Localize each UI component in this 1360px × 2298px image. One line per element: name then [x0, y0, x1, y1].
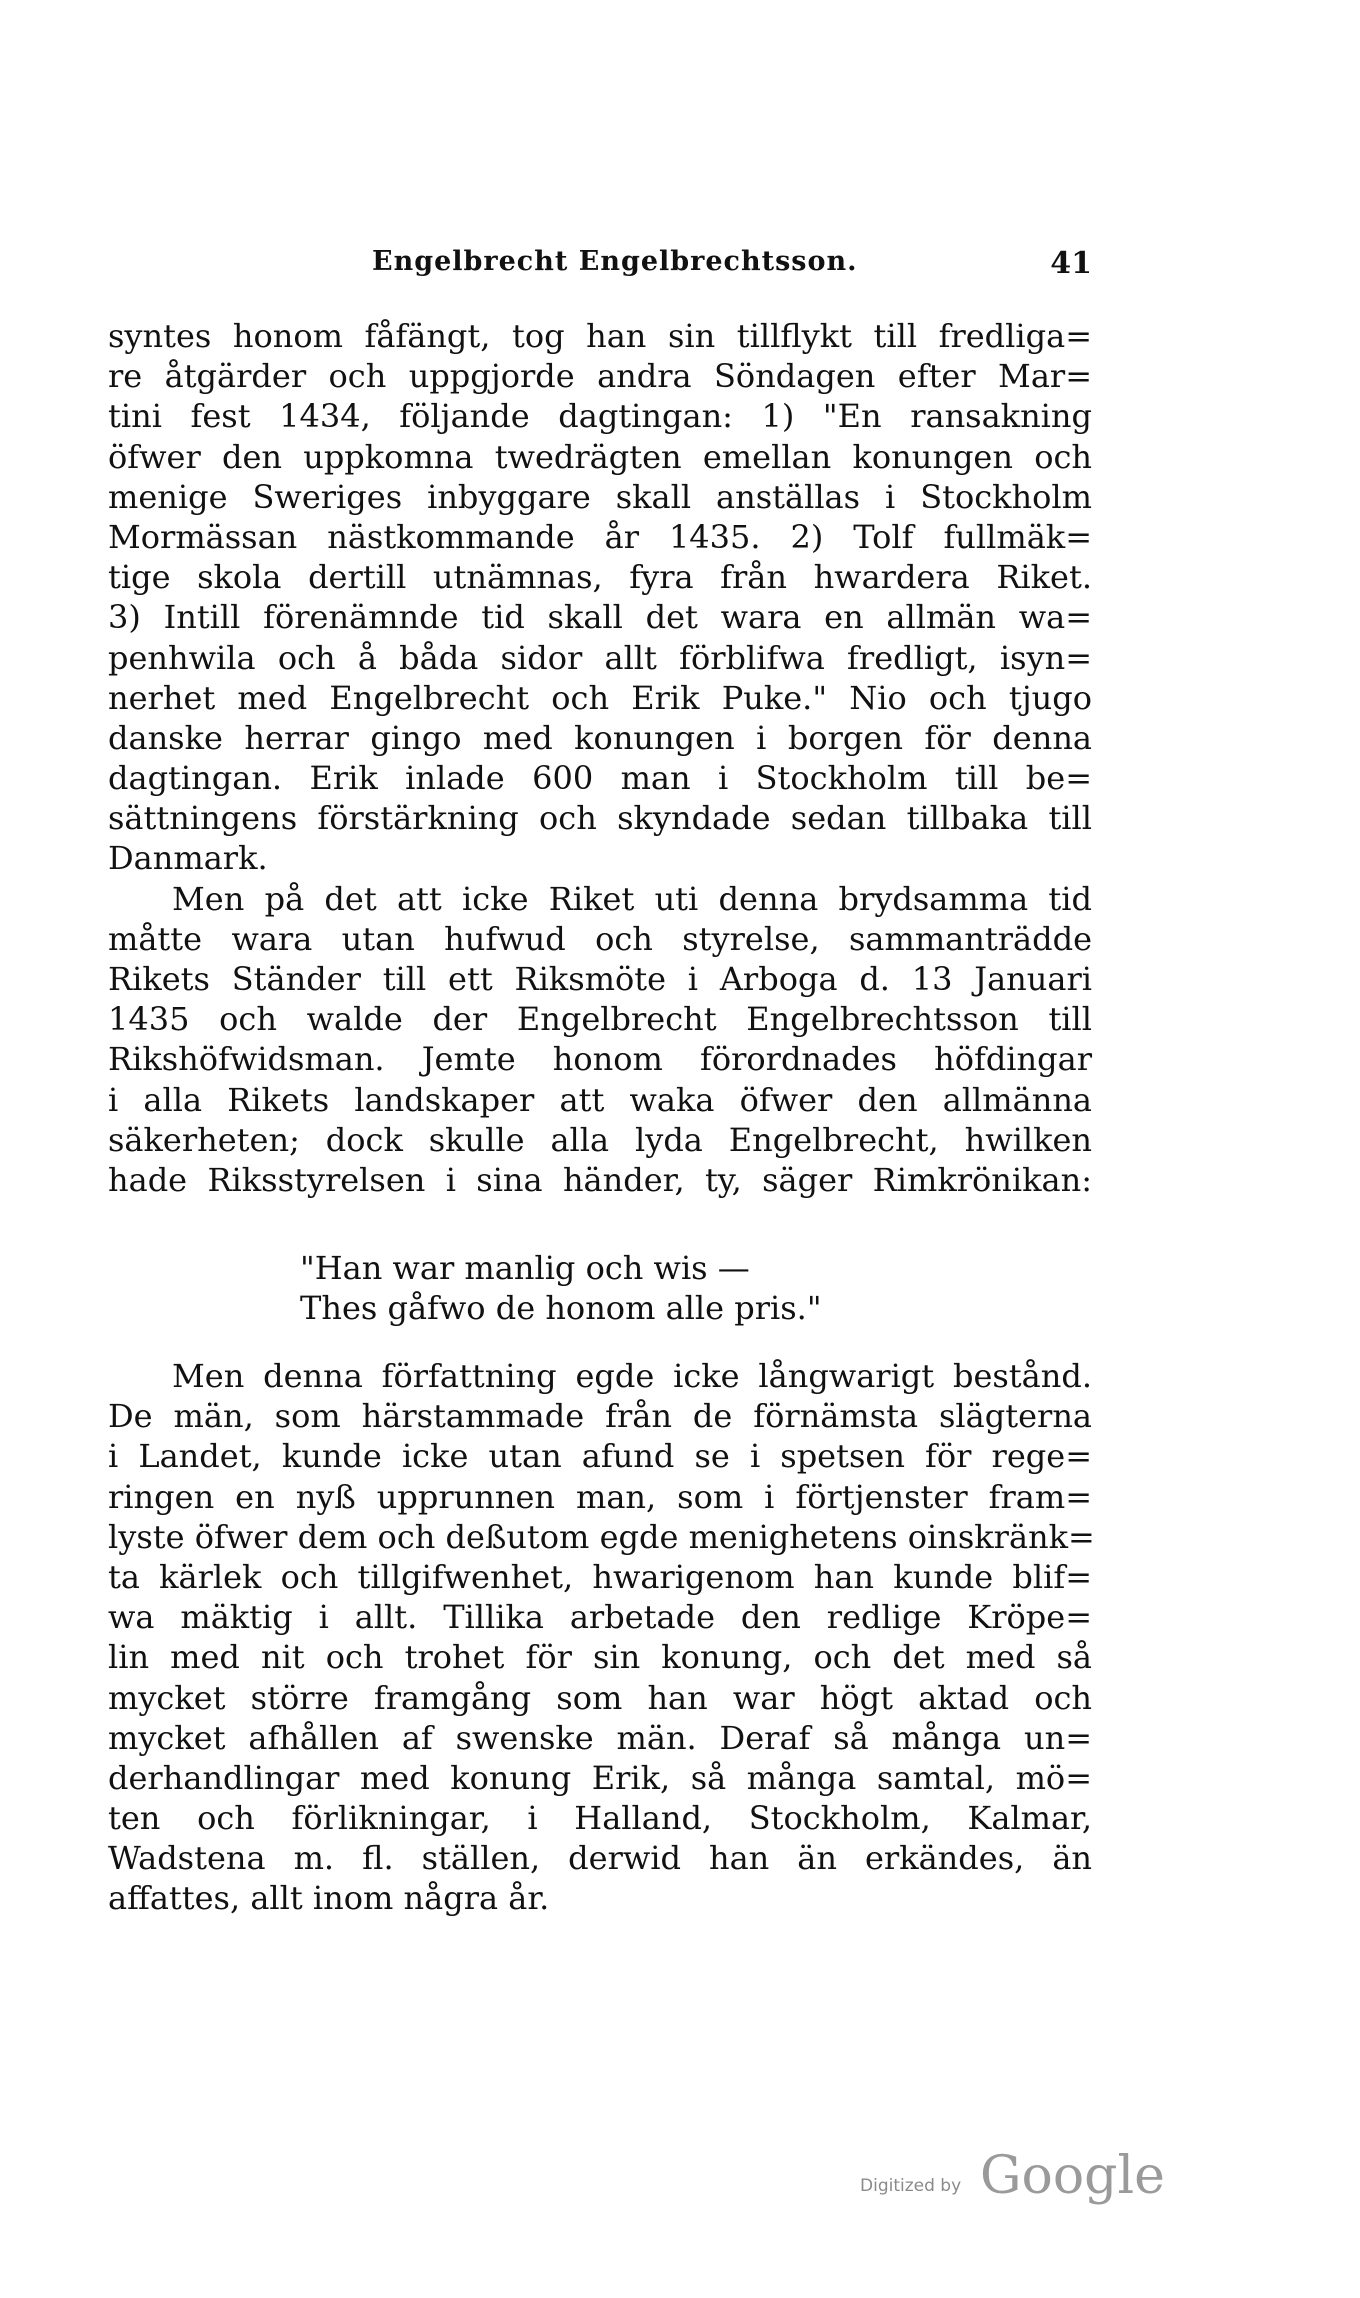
- text-line: lin med nit och trohet för sin konung, och det med så: [108, 1638, 1092, 1677]
- page-body-continued: [108, 1356, 1095, 1919]
- text-line: i Landet, kunde icke utan afund se i spetsen för rege=: [108, 1437, 1092, 1476]
- text-line: mycket större framgång som han war högt aktad och: [108, 1678, 1092, 1717]
- running-header: [372, 246, 1092, 290]
- google-logo: Google: [980, 2146, 1165, 2206]
- text-line: derhandlingar med konung Erik, så många samtal, mö=: [108, 1758, 1092, 1797]
- text-line: wa mäktig i allt. Tillika arbetade den redlige Kröpe=: [108, 1598, 1092, 1637]
- text-line: ringen en nyß upprunnen man, som i förtjenster fram=: [108, 1477, 1092, 1516]
- text-line: Danmark.: [108, 839, 268, 878]
- running-title: Engelbrecht Engelbrechtsson.: [372, 246, 858, 277]
- text-line: ta kärlek och tillgifwenhet, hwarigenom han kunde blif=: [108, 1557, 1092, 1596]
- verse-line: "Han war manlig och wis —: [300, 1249, 750, 1287]
- watermark-label: Digitized by: [860, 2176, 962, 2196]
- text-line: 3) Intill förenämnde tid skall det wara en allmän wa=: [108, 598, 1092, 637]
- page-number: 41: [1050, 246, 1092, 281]
- page-body: [108, 316, 1092, 1200]
- text-line: tige skola dertill utnämnas, fyra från hwardera Riket.: [108, 558, 1092, 597]
- text-line: Rikshöfwidsman. Jemte honom förordnades höfdingar: [108, 1040, 1092, 1079]
- text-line: penhwila och å båda sidor allt förblifwa fredligt, isyn=: [108, 638, 1092, 677]
- text-line: mycket afhållen af swenske män. Deraf så många un=: [108, 1718, 1092, 1757]
- digitized-by-google-watermark: [860, 2146, 1165, 2206]
- verse-quote: [300, 1248, 920, 1328]
- text-line: dagtingan. Erik inlade 600 man i Stockholm till be=: [108, 759, 1092, 798]
- text-line: säkerheten; dock skulle alla lyda Engelbrecht, hwilken: [108, 1120, 1092, 1159]
- text-line: affattes, allt inom några år.: [108, 1879, 550, 1918]
- text-line: måtte wara utan hufwud och styrelse, sammanträdde: [108, 919, 1092, 958]
- paragraph-1: [108, 316, 1092, 879]
- text-line: sättningens förstärkning och skyndade sedan tillbaka till: [108, 799, 1092, 838]
- text-line: tini fest 1434, följande dagtingan: 1) "En ransakning: [108, 397, 1092, 436]
- text-line: re åtgärder och uppgjorde andra Söndagen efter Mar=: [108, 357, 1092, 396]
- text-line: Wadstena m. fl. ställen, derwid han än erkändes, än: [108, 1839, 1092, 1878]
- paragraph-2: [108, 879, 1092, 1201]
- text-line: lyste öfwer dem och deßutom egde menighetens oinskränk=: [108, 1517, 1095, 1556]
- text-line: ten och förlikningar, i Halland, Stockholm, Kalmar,: [108, 1799, 1092, 1838]
- text-line: danske herrar gingo med konungen i borgen för denna: [108, 718, 1092, 757]
- text-line: öfwer den uppkomna twedrägten emellan konungen och: [108, 437, 1092, 476]
- text-line: Men på det att icke Riket uti denna brydsamma tid: [172, 879, 1092, 918]
- text-line: De män, som härstammade från de förnämsta slägterna: [108, 1397, 1092, 1436]
- text-line: syntes honom fåfängt, tog han sin tillflykt till fredliga=: [108, 317, 1092, 355]
- text-line: Rikets Ständer till ett Riksmöte i Arboga d. 13 Januari: [108, 960, 1092, 998]
- text-line: Mormässan nästkommande år 1435. 2) Tolf fullmäk=: [108, 517, 1092, 556]
- text-line: nerhet med Engelbrecht och Erik Puke." Nio och tjugo: [108, 678, 1092, 717]
- text-line: menige Sweriges inbyggare skall anställas i Stockholm: [108, 477, 1092, 516]
- paragraph-3: [108, 1356, 1095, 1919]
- text-line: hade Riksstyrelsen i sina händer, ty, säger Rimkrönikan:: [108, 1160, 1092, 1199]
- verse-line: Thes gåfwo de honom alle pris.": [300, 1289, 822, 1327]
- text-line: Men denna författning egde icke långwarigt bestånd.: [172, 1357, 1092, 1395]
- text-line: 1435 och walde der Engelbrecht Engelbrechtsson till: [108, 1000, 1092, 1039]
- text-line: i alla Rikets landskaper att waka öfwer den allmänna: [108, 1080, 1092, 1119]
